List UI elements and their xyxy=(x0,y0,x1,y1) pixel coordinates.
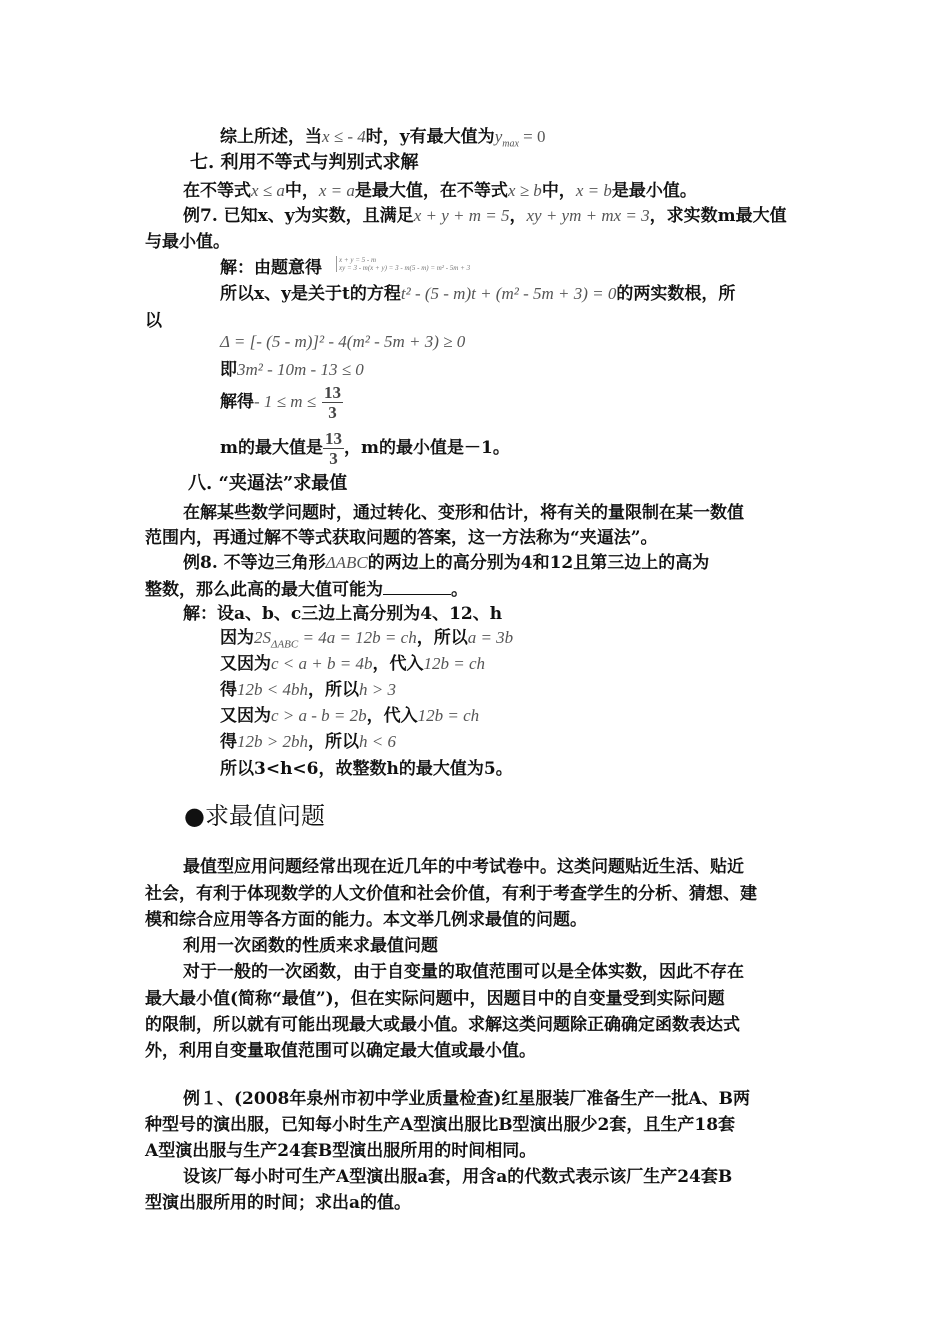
text: 时，y有最大值为 xyxy=(365,127,495,147)
paragraph-line xyxy=(220,731,396,753)
paragraph-line: 外，利用自变量取值范围可以确定最大值或最小值。 xyxy=(145,1041,536,1061)
text: 在不等式 xyxy=(183,181,251,201)
example-1-line: 例１、(2008年泉州市初中学业质量检查)红星服装厂准备生产一批A、B两 xyxy=(183,1089,750,1109)
paragraph-line: 以 xyxy=(145,311,162,331)
text: 又因为 xyxy=(220,706,271,726)
paragraph-line xyxy=(220,653,485,675)
text: ，所以 xyxy=(416,628,468,648)
numerator: 13 xyxy=(324,383,342,402)
answer-blank xyxy=(383,578,451,595)
formula: x ≥ b xyxy=(507,181,542,200)
text: 。 xyxy=(451,580,468,600)
fraction xyxy=(323,429,344,468)
paragraph-line: 的限制，所以就有可能出现最大或最小值。求解这类问题除正确确定函数表达式 xyxy=(145,1015,740,1035)
text: 因为 xyxy=(220,628,254,648)
subheading: 利用一次函数的性质来求最值问题 xyxy=(183,936,438,956)
paragraph-line xyxy=(220,679,396,701)
equation-system xyxy=(336,256,470,272)
text: 整数，那么此高的最大值可能为 xyxy=(145,580,383,600)
formula: 12b > 2bh xyxy=(237,732,308,751)
formula: 3m² - 10m - 13 ≤ 0 xyxy=(237,360,364,379)
formula: ΔABC xyxy=(325,553,368,572)
formula: 2S xyxy=(254,628,271,647)
paragraph-line xyxy=(220,705,479,727)
text: 的两边上的高分别为4和12且第三边上的高为 xyxy=(367,553,710,573)
example-7-line xyxy=(183,205,787,227)
main-heading: ●求最值问题 xyxy=(184,802,325,830)
numerator: 13 xyxy=(325,429,342,448)
paragraph-line: 范围内，再通过解不等式获取问题的答案，这一方法称为“夹逼法”。 xyxy=(145,528,658,548)
text: 例8. 不等边三角形 xyxy=(183,553,326,573)
paragraph-line xyxy=(220,359,364,381)
text: 解得 xyxy=(220,392,254,412)
paragraph-line xyxy=(183,180,697,202)
paragraph-line: 模和综合应用等各方面的能力。本文举几例求最值的问题。 xyxy=(145,910,587,930)
text: m的最大值是 xyxy=(220,438,323,458)
paragraph-line: 与最小值。 xyxy=(145,232,230,252)
text: ，求实数m最大值 xyxy=(649,206,787,226)
formula: = 4a = 12b = ch xyxy=(298,628,417,647)
text: 解：由题意得 xyxy=(220,258,322,278)
paragraph-line: 种型号的演出服，已知每小时生产A型演出服比B型演出服少2套，且生产18套 xyxy=(145,1115,736,1135)
formula: xy + ym + mx = 3 xyxy=(526,206,650,225)
text: 例7. 已知x、y为实数，且满足 xyxy=(183,206,414,226)
section-heading-8: 八. “夹逼法”求最值 xyxy=(188,473,348,494)
formula-subscript: ΔABC xyxy=(271,638,299,651)
paragraph-line xyxy=(220,426,510,470)
text: 所以x、y是关于t的方程 xyxy=(220,284,401,304)
formula: t² - (5 - m)t + (m² - 5m + 3) = 0 xyxy=(400,284,617,303)
paragraph-line: 在解某些数学问题时，通过转化、变形和估计，将有关的量限制在某一数值 xyxy=(183,503,744,523)
formula: x = a xyxy=(318,181,355,200)
paragraph-line: 对于一般的一次函数，由于自变量的取值范围可以是全体实数，因此不存在 xyxy=(183,962,744,982)
text: 即 xyxy=(220,360,237,380)
formula: 12b < 4bh xyxy=(237,680,308,699)
formula: 12b = ch xyxy=(423,654,485,673)
text: 综上所述，当 xyxy=(220,127,322,147)
formula: x ≤ - 4 xyxy=(322,127,366,146)
text: ，m的最小值是－1。 xyxy=(344,438,510,458)
fraction xyxy=(322,383,343,422)
paragraph-line: 型演出服所用的时间；求出a的值。 xyxy=(145,1193,412,1213)
text: 是最小值。 xyxy=(611,181,697,201)
formula: h < 6 xyxy=(358,732,396,751)
text: 得 xyxy=(220,732,237,752)
text: 中， xyxy=(541,181,576,201)
paragraph-line xyxy=(220,283,735,305)
text: ，所以 xyxy=(307,732,359,752)
text: ， xyxy=(509,206,527,226)
text: 又因为 xyxy=(220,654,271,674)
formula: = 0 xyxy=(518,127,546,146)
formula: x ≤ a xyxy=(251,181,285,200)
formula: 12b = ch xyxy=(417,706,480,725)
section-heading-7: 七. 利用不等式与判别式求解 xyxy=(190,152,419,173)
paragraph-line xyxy=(145,578,468,601)
paragraph-line: A型演出服与生产24套B型演出服所用的时间相同。 xyxy=(145,1141,537,1161)
solution-line xyxy=(220,257,322,279)
denominator: 3 xyxy=(329,449,338,468)
equation-1: x + y = 5 - m xyxy=(339,256,377,264)
formula: c < a + b = 4b xyxy=(271,654,373,673)
formula: y xyxy=(494,127,503,146)
paragraph-line xyxy=(220,627,513,655)
formula: c > a - b = 2b xyxy=(271,706,367,725)
discriminant-formula: Δ = [- (5 - m)]² - 4(m² - 5m + 3) ≥ 0 xyxy=(220,332,466,351)
equation-2: xy = 3 - m(x + y) = 3 - m(5 - m) = m² - 5m + 3 xyxy=(339,264,471,272)
text: 中， xyxy=(284,181,319,201)
paragraph-line: 社会，有利于体现数学的人文价值和社会价值，有利于考查学生的分析、猜想、建 xyxy=(145,884,757,904)
formula: - 1 ≤ m ≤ xyxy=(254,392,317,411)
text: 是最大值，在不等式 xyxy=(354,181,508,201)
paragraph-line: 设该厂每小时可生产A型演出服a套，用含a的代数式表示该厂生产24套B xyxy=(183,1167,733,1187)
conclusion-line xyxy=(220,126,546,155)
text: 的两实数根，所 xyxy=(616,284,736,304)
text: 得 xyxy=(220,680,237,700)
paragraph-line: 最大最小值(简称“最值”)，但在实际问题中，因题目中的自变量受到实际问题 xyxy=(145,989,725,1009)
formula-subscript: max xyxy=(502,138,519,150)
paragraph-line: 解：设a、b、c三边上高分别为4、12、h xyxy=(183,604,503,624)
example-8-line xyxy=(183,552,709,574)
formula: a = 3b xyxy=(467,628,514,647)
text: ，代入 xyxy=(372,654,424,674)
formula: x = b xyxy=(575,181,612,200)
text: ，所以 xyxy=(307,680,359,700)
formula: x + y + m = 5 xyxy=(413,206,510,225)
denominator: 3 xyxy=(328,403,337,422)
formula: h > 3 xyxy=(358,680,396,699)
paragraph-line: 最值型应用问题经常出现在近几年的中考试卷中。这类问题贴近生活、贴近 xyxy=(183,857,744,877)
text: ，代入 xyxy=(366,706,418,726)
paragraph-line: 所以3<h<6，故整数h的最大值为5。 xyxy=(220,759,513,779)
paragraph-line xyxy=(220,380,343,424)
